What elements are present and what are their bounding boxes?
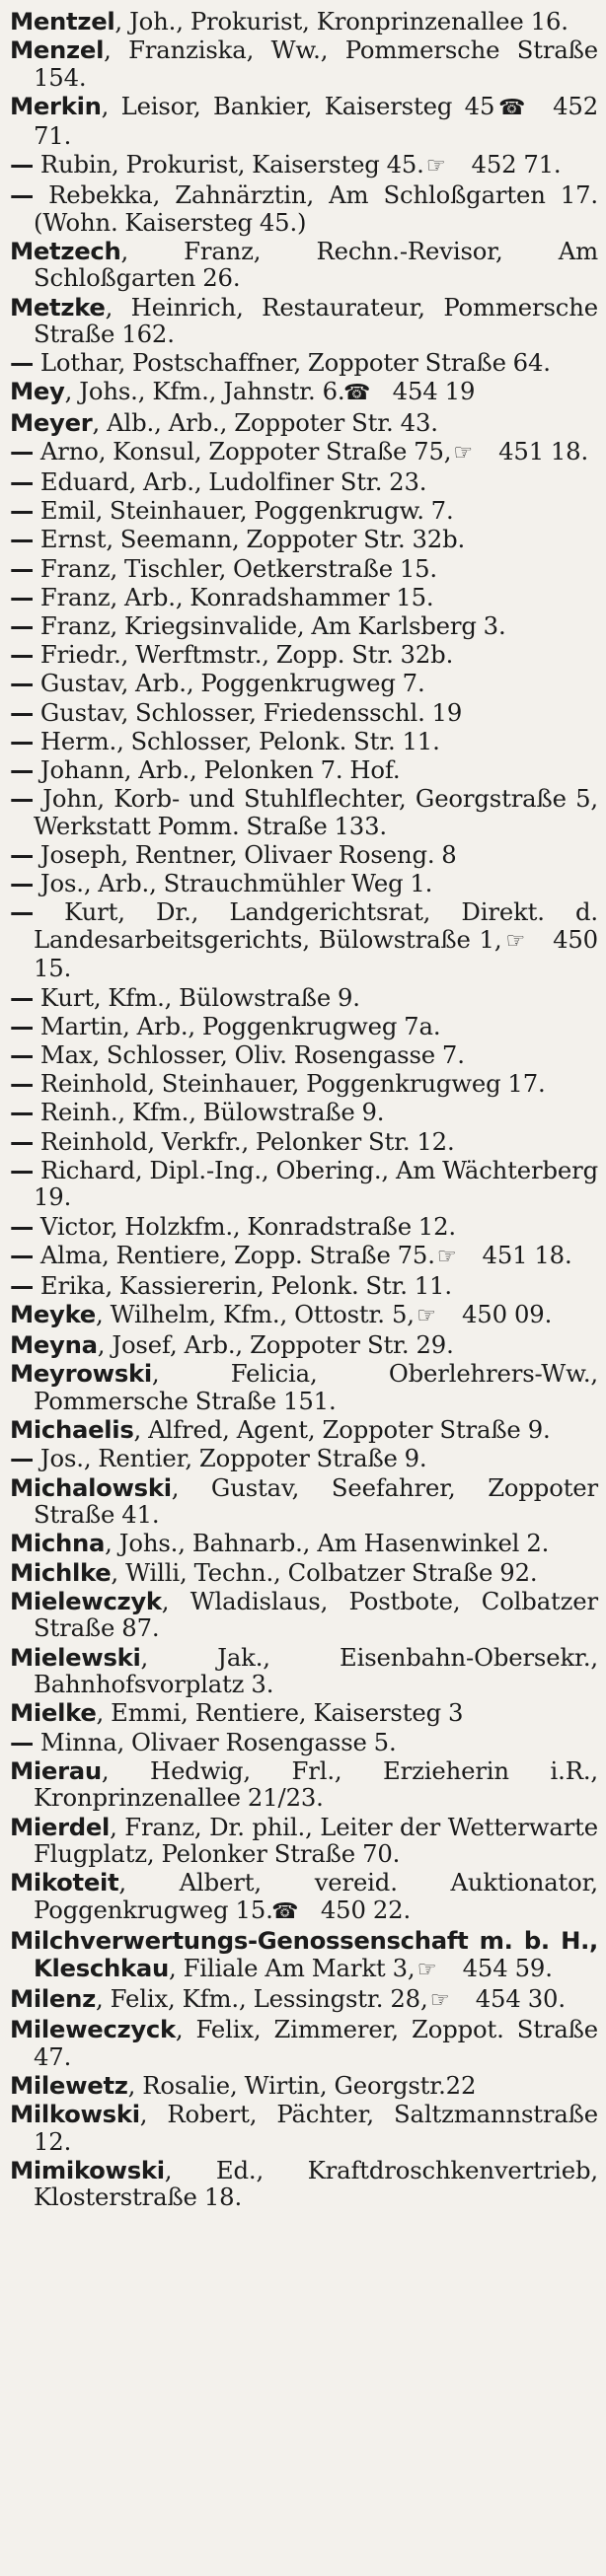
entry-surname: — bbox=[10, 179, 34, 209]
directory-entry bbox=[10, 898, 598, 982]
entry-details: Kurt, Dr., Landgerichtsrat, Direkt. d. Landesarbeitsgerichts, Bülowstraße 1, bbox=[34, 897, 598, 954]
entry-surname: — bbox=[10, 436, 34, 465]
directory-entry bbox=[10, 1729, 598, 1756]
directory-entry bbox=[10, 1013, 598, 1040]
entry-details: , Felix, Zimmerer, Zoppot. Straße 47. bbox=[34, 2015, 598, 2071]
entry-details: Joseph, Rentner, Olivaer Roseng. 8 bbox=[34, 839, 457, 869]
phone-number: 454 19 bbox=[392, 377, 476, 406]
directory-entry bbox=[10, 1242, 598, 1271]
directory-entry bbox=[10, 1416, 598, 1444]
directory-entry bbox=[10, 584, 598, 611]
entry-details: , Jak., Eisenbahn-Obersekr., Bahnhofsvorplatz 3. bbox=[34, 1642, 598, 1699]
entry-details: , Franziska, Ww., Pommersche Straße 154. bbox=[34, 36, 598, 92]
entry-surname: — bbox=[10, 697, 34, 727]
phone-number: 454 59. bbox=[462, 1953, 553, 1982]
entry-surname: — bbox=[10, 1727, 34, 1756]
entry-surname: Mikoteit bbox=[10, 1868, 119, 1897]
entry-details: , Ed., Kraftdroschkenvertrieb, Klosterstraße 18. bbox=[34, 2155, 598, 2212]
directory-entry bbox=[10, 2016, 598, 2070]
entry-surname: — bbox=[10, 1126, 34, 1156]
entry-surname: Milewetz bbox=[10, 2070, 128, 2100]
entry-surname: — bbox=[10, 582, 34, 611]
entry-details: , Johs., Kfm., Jahnstr. 6. bbox=[64, 377, 345, 406]
entry-surname: Metzke bbox=[10, 292, 106, 322]
directory-entry bbox=[10, 468, 598, 496]
entry-details: , Wladislaus, Postbote, Colbatzer Straße 87. bbox=[34, 1586, 598, 1643]
directory-entry bbox=[10, 378, 598, 407]
entry-surname: Menzel bbox=[10, 36, 105, 65]
entry-details: Reinhold, Verkfr., Pelonker Str. 12. bbox=[34, 1126, 455, 1156]
directory-entry bbox=[10, 1157, 598, 1211]
directory-entry bbox=[10, 641, 598, 669]
entry-surname: — bbox=[10, 784, 34, 814]
directory-entry bbox=[10, 1588, 598, 1642]
entry-details: Herm., Schlosser, Pelonk. Str. 11. bbox=[34, 726, 440, 755]
directory-entry bbox=[10, 1213, 598, 1241]
entry-surname: Milchverwertungs-Genossenschaft m. b. H., Kleschkau bbox=[10, 1926, 598, 1982]
entry-surname: — bbox=[10, 553, 34, 583]
directory-entry bbox=[10, 841, 598, 869]
entry-surname: Mielke bbox=[10, 1698, 97, 1728]
entry-details: Gustav, Schlosser, Friedensschl. 19 bbox=[34, 697, 463, 727]
entry-surname: — bbox=[10, 1155, 34, 1184]
entry-details: Arno, Konsul, Zoppoter Straße 75, bbox=[34, 436, 452, 465]
directory-entry bbox=[10, 1699, 598, 1727]
pointing-hand-icon: ☞ bbox=[425, 153, 446, 179]
entry-details: , Gustav, Seefahrer, Zoppoter Straße 41. bbox=[34, 1472, 598, 1530]
directory-entry bbox=[10, 8, 598, 36]
directory-entry bbox=[10, 1814, 598, 1868]
directory-entry bbox=[10, 1530, 598, 1557]
entry-surname: Meyrowski bbox=[10, 1359, 152, 1389]
entry-surname: — bbox=[10, 348, 34, 378]
entry-details: Lothar, Postschaffner, Zoppoter Straße 64. bbox=[34, 348, 551, 378]
directory-entry bbox=[10, 1360, 598, 1414]
phone-number: 450 09. bbox=[462, 1300, 553, 1329]
entry-details: Franz, Arb., Konradshammer 15. bbox=[34, 582, 434, 611]
entry-details: , Felix, Kfm., Lessingstr. 28, bbox=[95, 1983, 428, 2013]
entry-surname: Mimikowski bbox=[10, 2155, 165, 2184]
entry-surname: — bbox=[10, 982, 34, 1012]
entry-surname: Meyna bbox=[10, 1330, 98, 1360]
entry-details: Reinh., Kfm., Bülowstraße 9. bbox=[34, 1098, 385, 1127]
entry-details: Friedr., Werftmstr., Zopp. Str. 32b. bbox=[34, 640, 454, 670]
directory-entry bbox=[10, 1985, 598, 2015]
directory-entry bbox=[10, 1927, 598, 1983]
directory-entry bbox=[10, 1099, 598, 1126]
entry-details: , Josef, Arb., Zoppoter Str. 29. bbox=[97, 1330, 454, 1360]
entry-details: Kurt, Kfm., Bülowstraße 9. bbox=[34, 982, 360, 1012]
entry-surname: Michna bbox=[10, 1529, 106, 1558]
entry-surname: — bbox=[10, 1444, 34, 1473]
telephone-icon: ☎ bbox=[271, 1898, 299, 1924]
entry-surname: — bbox=[10, 1098, 34, 1127]
entry-surname: Mileweczyck bbox=[10, 2015, 176, 2044]
phone-number: 454 30. bbox=[475, 1983, 566, 2013]
entry-surname: Meyer bbox=[10, 407, 93, 437]
entry-surname: Metzech bbox=[10, 236, 121, 265]
directory-entry bbox=[10, 93, 598, 149]
entry-surname: Michalowski bbox=[10, 1472, 172, 1502]
directory-entry bbox=[10, 1474, 598, 1529]
pointing-hand-icon: ☞ bbox=[453, 440, 473, 465]
entry-details: , Leisor, Bankier, Kaisersteg 45 bbox=[101, 91, 495, 120]
entry-surname: Mielewczyk bbox=[10, 1586, 162, 1615]
directory-entry bbox=[10, 294, 598, 348]
directory-entry bbox=[10, 612, 598, 640]
entry-surname: — bbox=[10, 869, 34, 898]
entry-surname: — bbox=[10, 839, 34, 869]
telephone-icon: ☎ bbox=[342, 381, 371, 406]
entry-surname: Milenz bbox=[10, 1983, 96, 2013]
entry-details: John, Korb- und Stuhlflechter, Georgstraße 5, Werkstatt Pomm. Straße 133. bbox=[34, 784, 598, 840]
directory-entry bbox=[10, 785, 598, 839]
entry-details: , Felicia, Oberlehrers-Ww., Pommersche Straße 151. bbox=[34, 1359, 598, 1416]
directory-entry bbox=[10, 526, 598, 553]
entry-surname: Mierdel bbox=[10, 1812, 111, 1841]
entry-surname: — bbox=[10, 1069, 34, 1099]
entry-details: Max, Schlosser, Oliv. Rosengasse 7. bbox=[34, 1040, 465, 1069]
entry-details: Victor, Holzkfm., Konradstraße 12. bbox=[34, 1211, 457, 1241]
directory-entry bbox=[10, 1445, 598, 1472]
entry-details: Reinhold, Steinhauer, Poggenkrugweg 17. bbox=[34, 1069, 546, 1099]
entry-details: Martin, Arb., Poggenkrugweg 7a. bbox=[34, 1011, 441, 1040]
entry-surname: — bbox=[10, 1211, 34, 1241]
phone-number: 450 22. bbox=[320, 1895, 412, 1924]
entry-details: Franz, Kriegsinvalide, Am Karlsberg 3. bbox=[34, 610, 506, 640]
entry-details: , Franz, Dr. phil., Leiter der Wetterwarte Flugplatz, Pelonker Straße 70. bbox=[34, 1812, 598, 1869]
directory-entry bbox=[10, 1559, 598, 1587]
entry-surname: — bbox=[10, 1240, 34, 1269]
entry-details: , Alb., Arb., Zoppoter Str. 43. bbox=[92, 407, 438, 437]
entry-details: Ernst, Seemann, Zoppoter Str. 32b. bbox=[34, 525, 466, 554]
directory-entry bbox=[10, 1757, 598, 1812]
entry-surname: — bbox=[10, 1270, 34, 1300]
directory-entry bbox=[10, 438, 598, 467]
entry-surname: — bbox=[10, 754, 34, 784]
directory-entry bbox=[10, 1869, 598, 1925]
entry-details: , Franz, Rechn.-Revisor, Am Schloßgarten 26. bbox=[34, 236, 598, 293]
directory-entry bbox=[10, 1301, 598, 1330]
entry-details: , Albert, vereid. Auktionator, Poggenkrugweg 15. bbox=[34, 1868, 598, 1924]
entry-details: Gustav, Arb., Poggenkrugweg 7. bbox=[34, 669, 425, 698]
entry-surname: — bbox=[10, 897, 34, 927]
entry-details: Rebekka, Zahnärztin, Am Schloßgarten 17. (Wohn. Kaisersteg 45.) bbox=[34, 179, 598, 237]
entry-details: , Johs., Bahnarb., Am Hasenwinkel 2. bbox=[105, 1529, 550, 1558]
entry-surname: Mentzel bbox=[10, 7, 115, 36]
entry-details: , Willi, Techn., Colbatzer Straße 92. bbox=[111, 1557, 538, 1587]
entry-details: Rubin, Prokurist, Kaisersteg 45. bbox=[34, 149, 424, 179]
directory-entry bbox=[10, 2101, 598, 2155]
directory-entry bbox=[10, 984, 598, 1012]
directory-entry bbox=[10, 497, 598, 525]
entry-details: , Joh., Prokurist, Kronprinzenallee 16. bbox=[114, 7, 568, 36]
entry-surname: — bbox=[10, 525, 34, 554]
pointing-hand-icon: ☞ bbox=[429, 1987, 450, 2013]
entry-details: , Filiale Am Markt 3, bbox=[168, 1953, 416, 1982]
pointing-hand-icon: ☞ bbox=[417, 1304, 436, 1329]
directory-entry bbox=[10, 2072, 598, 2100]
entry-surname: — bbox=[10, 467, 34, 497]
entry-surname: — bbox=[10, 640, 34, 670]
pointing-hand-icon: ☞ bbox=[436, 1244, 457, 1269]
directory-entry bbox=[10, 756, 598, 784]
entry-details: , Wilhelm, Kfm., Ottostr. 5, bbox=[95, 1300, 415, 1329]
entry-details: Jos., Arb., Strauchmühler Weg 1. bbox=[34, 869, 433, 898]
directory-entry bbox=[10, 1041, 598, 1069]
directory-entry bbox=[10, 181, 598, 236]
directory-entry bbox=[10, 2157, 598, 2211]
entry-surname: — bbox=[10, 726, 34, 755]
directory-entry bbox=[10, 670, 598, 697]
entry-details: , Emmi, Rentiere, Kaisersteg 3 bbox=[96, 1698, 464, 1728]
entry-details: , Heinrich, Restaurateur, Pommersche Straße 162. bbox=[34, 292, 598, 349]
entry-details: Eduard, Arb., Ludolfiner Str. 23. bbox=[34, 467, 427, 497]
entry-details: Richard, Dipl.-Ing., Obering., Am Wächterberg 19. bbox=[34, 1155, 598, 1212]
directory-entry bbox=[10, 36, 598, 91]
directory-entry bbox=[10, 728, 598, 755]
entry-surname: — bbox=[10, 1011, 34, 1040]
entry-surname: — bbox=[10, 610, 34, 640]
directory-entry bbox=[10, 238, 598, 292]
directory-entry bbox=[10, 1644, 598, 1698]
pointing-hand-icon: ☞ bbox=[417, 1957, 437, 1982]
entry-details: Emil, Steinhauer, Poggenkrugw. 7. bbox=[34, 496, 454, 526]
directory-entry bbox=[10, 699, 598, 727]
phone-number: 451 18. bbox=[482, 1240, 572, 1269]
phone-number: 452 71. bbox=[34, 91, 599, 150]
pointing-hand-icon: ☞ bbox=[505, 928, 526, 954]
entry-details: Franz, Tischler, Oetkerstraße 15. bbox=[34, 553, 438, 583]
entry-details: , Robert, Pächter, Saltzmannstraße 12. bbox=[34, 2100, 598, 2156]
entry-surname: — bbox=[10, 669, 34, 698]
entry-details: Jos., Rentier, Zoppoter Straße 9. bbox=[34, 1444, 427, 1473]
telephone-icon: ☎ bbox=[498, 95, 526, 120]
entry-details: Alma, Rentiere, Zopp. Straße 75. bbox=[34, 1240, 435, 1269]
entry-details: , Alfred, Agent, Zoppoter Straße 9. bbox=[133, 1415, 551, 1445]
directory-entry bbox=[10, 409, 598, 437]
entry-surname: — bbox=[10, 1040, 34, 1069]
entry-details: Johann, Arb., Pelonken 7. Hof. bbox=[34, 754, 401, 784]
directory-entry bbox=[10, 555, 598, 583]
directory-entry bbox=[10, 1272, 598, 1300]
entry-surname: Mielewski bbox=[10, 1642, 141, 1672]
entry-surname: — bbox=[10, 149, 34, 179]
entry-surname: Mey bbox=[10, 377, 65, 406]
entry-surname: Merkin bbox=[10, 91, 102, 120]
directory-entry bbox=[10, 349, 598, 377]
entry-surname: — bbox=[10, 496, 34, 526]
phone-number: 450 15. bbox=[34, 924, 598, 983]
entry-details: Minna, Olivaer Rosengasse 5. bbox=[34, 1727, 397, 1756]
directory-entry bbox=[10, 151, 598, 180]
directory-entry bbox=[10, 1070, 598, 1098]
directory-entry bbox=[10, 870, 598, 897]
directory-entry bbox=[10, 1331, 598, 1359]
entry-surname: Milkowski bbox=[10, 2100, 140, 2128]
entry-surname: Michlke bbox=[10, 1557, 112, 1587]
entry-surname: Meyke bbox=[10, 1300, 96, 1329]
entry-details: , Rosalie, Wirtin, Georgstr.22 bbox=[127, 2070, 477, 2100]
entry-surname: Mierau bbox=[10, 1755, 102, 1785]
directory-entry bbox=[10, 1128, 598, 1156]
entry-details: Erika, Kassiererin, Pelonk. Str. 11. bbox=[34, 1270, 452, 1300]
phone-number: 451 18. bbox=[498, 436, 589, 465]
entry-details: , Hedwig, Frl., Erzieherin i.R., Kronprinzenallee 21/23. bbox=[34, 1755, 598, 1813]
phone-number: 452 71. bbox=[471, 149, 562, 179]
entry-surname: Michaelis bbox=[10, 1415, 134, 1445]
